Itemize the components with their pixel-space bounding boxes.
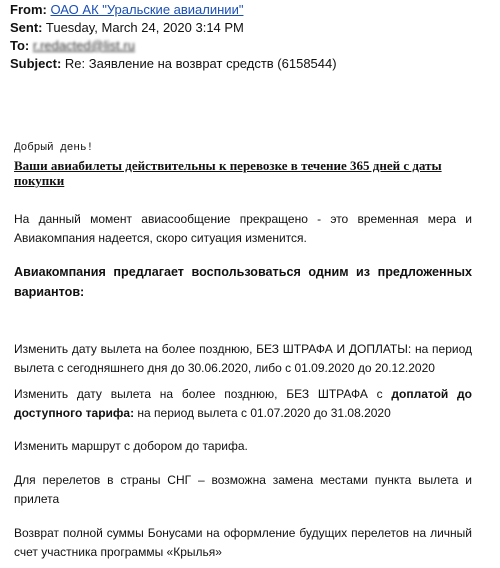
from-label: From: <box>10 2 47 17</box>
sent-label: Sent: <box>10 20 43 35</box>
option2-text-end: на период вылета с 01.07.2020 до 31.08.2020 <box>134 406 391 420</box>
option-free-date-change: Изменить дату вылета на более позднюю, БЕЗ ШТРАФА И ДОПЛАТЫ: на период вылета с сегодняшнего дня до 30.06.2020, либо с 01.09.2020 до 20.12.2020 <box>14 342 472 375</box>
option-bonus-refund: Возврат полной суммы Бонусами на оформление будущих перелетов на личный счет участника программы «Крылья» <box>14 526 472 559</box>
subject-value: Re: Заявление на возврат средств (6158544) <box>64 56 337 71</box>
from-sender-link[interactable]: ОАО АК "Уральские авиалинии" <box>50 2 244 17</box>
greeting: Добрый день! <box>14 142 94 154</box>
to-label: To: <box>10 38 30 53</box>
subject-row <box>10 56 337 72</box>
validity-notice: Ваши авиабилеты действительны к перевозке в течение 365 дней с даты покупки <box>14 158 442 188</box>
offer-heading: Авиакомпания предлагает воспользоваться одним из предложенных вариантов: <box>14 265 472 299</box>
option-date-change-with-fare <box>14 385 472 423</box>
option-cis-swap: Для перелетов в страны СНГ – возможна замена местами пункта вылета и прилета <box>14 473 472 506</box>
option2-text-start: Изменить дату вылета на более позднюю, БЕЗ ШТРАФА с <box>14 387 392 401</box>
sent-value: Tuesday, March 24, 2020 3:14 PM <box>45 20 244 35</box>
from-row <box>10 2 243 18</box>
option2-bold: доплатой до доступного тарифа: <box>14 387 473 420</box>
paragraph-suspension: На данный момент авиасообщение прекращено - это временная мера и Авиакомпания надеется, скоро ситуация изменится. <box>14 212 472 245</box>
option-route-change: Изменить маршрут с добором до тарифа. <box>14 439 248 453</box>
to-row <box>10 38 135 54</box>
to-recipient-redacted: r.redacted@list.ru <box>32 38 135 53</box>
subject-label: Subject: <box>10 56 62 71</box>
sent-row <box>10 20 244 36</box>
